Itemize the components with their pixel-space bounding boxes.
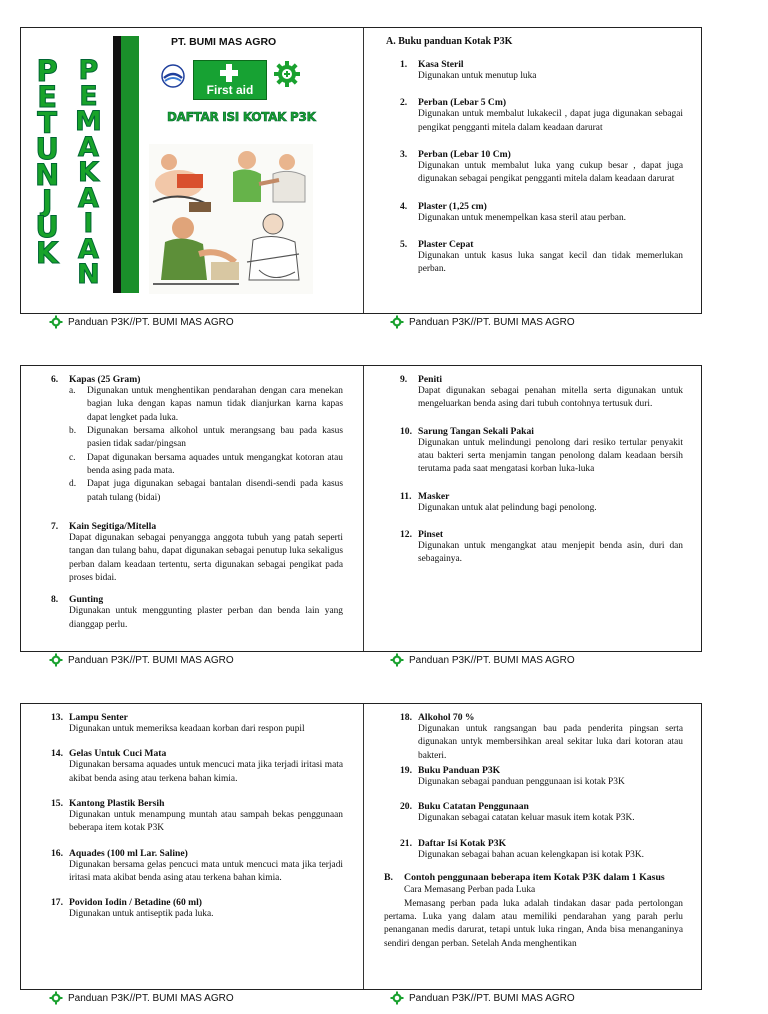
list-item: 17. Povidon Iodin / Betadine (60 ml) Digunakan untuk antiseptik pada luka. (51, 897, 214, 920)
cover-company: PT. BUMI MAS AGRO (171, 36, 277, 48)
list-item: 14. Gelas Untuk Cuci Mata Digunakan bersama aquades untuk mencuci mata jika terjadi iritasi mata akibat benda asing atau terkena bahan kimia. (51, 748, 343, 784)
sub-item: c. Dapat digunakan bersama aquades untuk mengangkat kotoran atau benda asing pada mata. (69, 452, 343, 477)
section-a-list (386, 59, 683, 277)
sub-item: b. Digunakan bersama alkohol untuk merangsang bau pada kasus pasien tidak sadar/pingsan (69, 426, 343, 450)
list-item: 6. Kapas (25 Gram) a. Digunakan untuk menghentikan pendarahan dengan cara menekan bagian luka dengan kapas namun tidak dianjurkan karna kapas dapat lengket pada luka. b. Digunakan bersama alkohol untuk merangsang bau pada kasus pasien tidak sadar/pingsan c. Dapat digunakan bersama aquades untuk mengangkat kotoran atau benda asing pada mata. d. Dapat juga digunakan sebagai bantalan disendi-sendi pada kasus patah tulang (bidai) (51, 374, 343, 505)
list-item: 1. Kasa Steril Digunakan untuk menutup luka (400, 59, 537, 81)
first-aid-illustration (149, 144, 313, 294)
cover-stripe-green (121, 36, 139, 293)
list-item: 10. Sarung Tangan Sekali Pakai Digunakan untuk melindungi penolong dari resiko tertular penyakit atau bakteri serta menjamin tangan penolong dalam keadaan bersih terutama pada saat mengatasi korban luka-luka (400, 425, 683, 475)
list-item: 18. Alkohol 70 % Digunakan untuk rangsangan bau pada penderita pingsan serta digunakan untyk membersihkan areal sekitar luka dari kotoran atau bakteri. (400, 712, 683, 761)
section-b (384, 871, 683, 951)
cover-word-pemakaian: P E M A K A I A N (75, 55, 102, 290)
page-footer: Panduan P3K//PT. BUMI MAS AGRO (49, 315, 234, 329)
gear-icon (273, 60, 301, 88)
cover-word-petunjuk: P E T U N J U K (35, 54, 60, 270)
sub-item: d. Dapat juga digunakan sebagai bantalan disendi-sendi pada kasus patah tulang (bidai) (69, 479, 343, 503)
section-a-title: A. Buku panduan Kotak P3K (386, 36, 513, 47)
page-footer: Panduan P3K//PT. BUMI MAS AGRO (49, 991, 234, 1005)
page-footer: Panduan P3K//PT. BUMI MAS AGRO (390, 315, 575, 329)
page-footer: Panduan P3K//PT. BUMI MAS AGRO (390, 991, 575, 1005)
list-item: 2. Perban (Lebar 5 Cm) Digunakan untuk membalut lukakecil , dapat juga digunakan sebagai pengikat pengganti mitela dalam keadaan darurat (400, 97, 683, 133)
list-item: 11. Masker Digunakan untuk alat pelindung bagi penolong. (400, 490, 597, 513)
page-2-right (364, 366, 701, 651)
page-panel-3 (20, 703, 702, 990)
gear-icon (49, 991, 63, 1005)
list-item: 16. Aquades (100 ml Lar. Saline) Digunakan bersama gelas pencuci mata untuk mencuci mata jika terjadi iritasi mata akibat benda asing atau terkena bahan kimia. (51, 847, 343, 884)
page-panel-2 (20, 365, 702, 652)
list-item: 19. Buku Panduan P3K Digunakan sebagai panduan penggunaan isi kotak P3K (400, 765, 625, 788)
section-b-paragraph: Memasang perban pada luka adalah tindakan dasar pada pertolongan pertama. Luka yang dalam atau memiliki pendarahan yang parah perlu penanganan medis darurat, tetapi untuk luka ringan, Anda bisa menanganinya sendiri dengan perban. Setelah Anda menghentikan (384, 898, 683, 949)
gear-icon (390, 991, 404, 1005)
list-item: 3. Perban (Lebar 10 Cm) Digunakan untuk membalut luka yang cukup besar , dapat juga digunakan sebagai pengikat pengganti mitela dalam keadaan darurat (400, 149, 683, 185)
cross-icon (220, 64, 238, 82)
list-item: 15. Kantong Plastik Bersih Digunakan untuk menampung muntah atau sampah bekas penggunaan beberapa item kotak P3K (51, 798, 343, 834)
page-panel-1 (20, 27, 702, 314)
page-3-right (364, 704, 701, 989)
page-footer: Panduan P3K//PT. BUMI MAS AGRO (49, 653, 234, 667)
list-item: 20. Buku Catatan Penggunaan Digunakan sebagai catatan keluar masuk item kotak P3K. (400, 801, 635, 824)
section-b-title: B. Contoh penggunaan beberapa item Kotak P3K dalam 1 Kasus (384, 872, 665, 884)
gear-icon (49, 315, 63, 329)
cover-page (21, 28, 363, 313)
gear-icon (390, 653, 404, 667)
list-item: 8. Gunting Digunakan untuk menggunting plaster perban dan benda lain yang dianggap perlu. (51, 594, 343, 630)
list-item: 12. Pinset Digunakan untuk mengangkat atau menjepit benda asin, duri dan sebagainya. (400, 529, 683, 565)
list-item: 13. Lampu Senter Digunakan untuk memeriksa keadaan korban dari respon pupil (51, 712, 305, 734)
cover-stripe-dark (113, 36, 121, 293)
list-item: 7. Kain Segitiga/Mitella Dapat digunakan sebagai penyangga anggota tubuh yang patah seperti tangan dan tulang bahu, dapat digunakan sebagai penutup luka sekaligus perban dalam keadaan tertentu, serta digunakan sebagai pengikat pada proses bidai. (51, 521, 343, 584)
page-2-left (21, 366, 363, 651)
section-a-page (364, 28, 701, 313)
gear-icon (390, 315, 404, 329)
gear-icon (49, 653, 63, 667)
list-item: 9. Peniti Dapat digunakan sebagai penahan mitella serta digunakan untuk mengeluarkan benda asing dari tubuh contohnya tertusuk duri. (400, 374, 683, 410)
section-b-subtitle: Cara Memasang Perban pada Luka (404, 885, 536, 896)
list-item: 5. Plaster Cepat Digunakan untuk kasus luka sangat kecil dan tidak memerlukan perban. (400, 239, 683, 275)
cover-list-title: DAFTAR ISI KOTAK P3K (167, 110, 316, 124)
list-item: 4. Plaster (1,25 cm) Digunakan untuk menempelkan kasa steril atau perban. (400, 200, 627, 223)
page-footer: Panduan P3K//PT. BUMI MAS AGRO (390, 653, 575, 667)
page-3-left (21, 704, 363, 989)
list-item: 21. Daftar Isi Kotak P3K Digunakan sebagai bahan acuan kelengkapan isi kotak P3K. (400, 837, 644, 860)
first-aid-sign: First aid (193, 60, 267, 100)
company-logo-icon (161, 64, 185, 88)
sub-item: a. Digunakan untuk menghentikan pendarahan dengan cara menekan bagian luka dengan kapas namun tidak dianjurkan karna kapas dapat lengket pada luka. (69, 386, 343, 423)
